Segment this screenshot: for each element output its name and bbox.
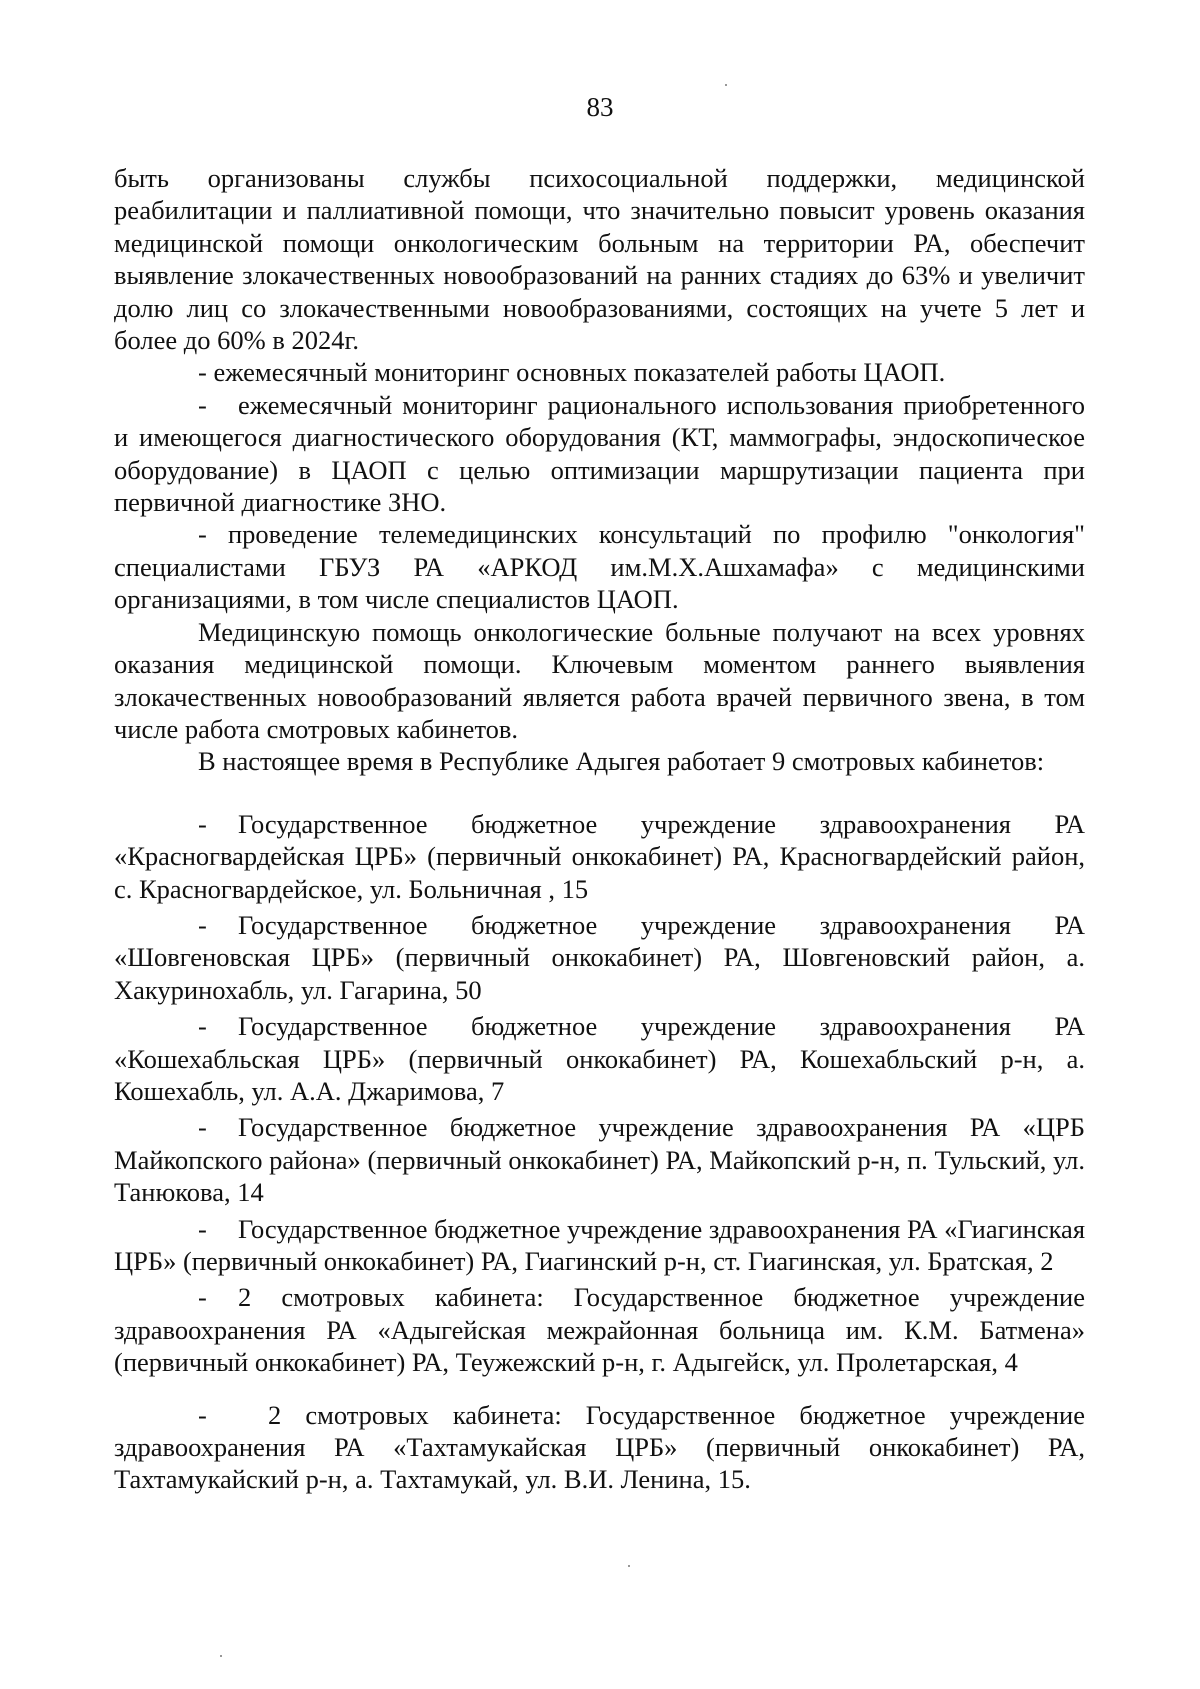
paragraph-continuation: быть организованы службы психосоциальной поддержки, медицинской реабилитации и паллиативной помощи, что значительно повысит уровень оказания медицинской помощи онкологическим больным на территории РА, обеспечит выявление злокачественных новообразований на ранних стадиях до 63% и увеличит долю лиц со злокачественными новообразованиями, состоящих на учете 5 лет и более до 60% в 2024г. [114, 163, 1085, 356]
list-item [114, 1399, 1085, 1496]
list-dash: - [198, 389, 207, 420]
list-dash: - [198, 909, 207, 940]
list-item-text: 2 смотровых кабинета: Государственное бюджетное учреждение здравоохранения РА «Тахтамукайская ЦРБ» (первичный онкокабинет) РА, Тахтамукайский р-н, а. Тахтамукай, ул. В.И. Ленина, 15. [114, 1399, 1085, 1495]
list-item [114, 1111, 1085, 1208]
list-item [114, 1213, 1085, 1278]
list-dash: - [198, 808, 207, 839]
list-item [114, 1010, 1085, 1107]
list-item-text: Государственное бюджетное учреждение здравоохранения РА «Шовгеновская ЦРБ» (первичный онкокабинет) РА, Шовгеновский район, а. Хакуринохабль, ул. Гагарина, 50 [114, 909, 1085, 1005]
list-item [114, 1281, 1085, 1378]
paragraph-telemedicine: - проведение телемедицинских консультаций по профилю "онкология" специалистами ГБУЗ РА «АРКОД им.М.Х.Ашхамафа» с медицинскими организациями, в том числе специалистов ЦАОП. [114, 519, 1085, 615]
list-dash: - [198, 1213, 207, 1244]
list-item-text: Государственное бюджетное учреждение здравоохранения РА «ЦРБ Майкопского района» (первичный онкокабинет) РА, Майкопский р-н, п. Тульский, ул. Танюкова, 14 [114, 1112, 1085, 1208]
scan-speck [220, 1655, 222, 1657]
paragraph-equipment-monitoring [114, 389, 1085, 519]
list-item-text: Государственное бюджетное учреждение здравоохранения РА «Гиагинская ЦРБ» (первичный онкокабинет) РА, Гиагинский р-н, ст. Гиагинская, ул. Братская, 2 [114, 1213, 1086, 1276]
list-dash: - [198, 1282, 207, 1313]
list-item-text: Государственное бюджетное учреждение здравоохранения РА «Кошехабльская ЦРБ» (первичный онкокабинет) РА, Кошехабльский р-н, а. Кошехабль, ул. А.А. Джаримова, 7 [114, 1011, 1085, 1106]
paragraph-cabinets-intro: В настоящее время в Республике Адыгея работает 9 смотровых кабинетов: [198, 746, 1045, 777]
paragraph-text: ежемесячный мониторинг рационального использования приобретенного и имеющегося диагностического оборудования (КТ, маммографы, эндоскопическое оборудование) в ЦАОП с целью оптимизации маршрутизации пациента при первичной диагностике ЗНО. [114, 389, 1085, 518]
scan-speck [628, 1565, 630, 1567]
document-body [114, 162, 1085, 1496]
list-item [114, 808, 1085, 905]
paragraph-monitoring-indicators: - ежемесячный мониторинг основных показателей работы ЦАОП. [198, 357, 946, 388]
paragraph-medical-care: Медицинскую помощь онкологические больные получают на всех уровнях оказания медицинской помощи. Ключевым моментом раннего выявления злокачественных новообразований является работа врачей первичного звена, в том числе работа смотровых кабинетов. [114, 616, 1085, 744]
list-item [114, 909, 1085, 1006]
list-dash: - [198, 1112, 207, 1143]
page-number: 83 [586, 92, 614, 122]
list-item-text: Государственное бюджетное учреждение здравоохранения РА «Красногвардейская ЦРБ» (первичный онкокабинет) РА, Красногвардейский район, с. Красногвардейское, ул. Больничная , 15 [114, 808, 1085, 904]
scan-speck [725, 84, 727, 86]
list-dash: - [198, 1011, 207, 1042]
list-dash: - [198, 1399, 207, 1430]
list-item-text: 2 смотровых кабинета: Государственное бюджетное учреждение здравоохранения РА «Адыгейская межрайонная больница им. К.М. Батмена» (первичный онкокабинет) РА, Теужежский р-н, г. Адыгейск, ул. Пролетарская, 4 [114, 1282, 1085, 1378]
